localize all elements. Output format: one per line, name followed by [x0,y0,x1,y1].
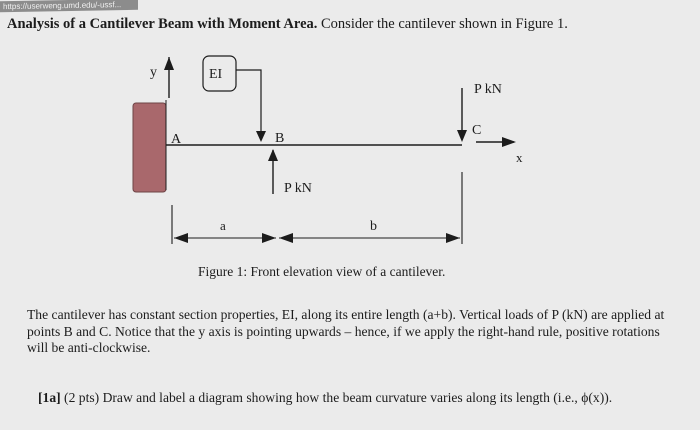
dim-a-arrow-left [174,233,188,243]
dim-b-arrow-left [279,233,293,243]
dim-a-arrow-right [262,233,276,243]
point-b-label: B [275,131,285,146]
y-axis-arrowhead [164,57,174,70]
ei-leader-arrowhead [256,131,266,142]
question-1a [38,389,688,406]
dim-b-arrow-right [446,233,460,243]
ei-leader-line [236,70,261,132]
load-c-label: P kN [474,82,502,97]
dim-a-label: a [220,218,226,233]
x-axis-arrowhead [502,137,516,147]
browser-url-fragment: https://userweng.umd.edu/-ussf... [0,0,138,12]
point-c-label: C [472,123,482,138]
fixed-support [133,103,166,192]
load-b-arrowhead [268,149,278,161]
figure-caption: Figure 1: Front elevation view of a cantilever. [198,264,446,279]
load-b-label: P kN [284,181,312,196]
x-axis-label: x [516,150,523,165]
question-number: [1a] [38,390,61,405]
point-a-label: A [171,132,182,147]
problem-description: The cantilever has constant section properties, EI, along its entire length (a+b). Vertical loads of P (kN) are applied at points B and C. Notice that the y axis is pointing upwards – hence, if we apply the right-hand rule, positive rotations will be anti-clockwise. [27,307,665,355]
y-axis-label: y [150,65,157,80]
ei-label: EI [209,67,223,82]
load-c-arrowhead [457,130,467,142]
dim-b-label: b [370,219,377,234]
question-text: (2 pts) Draw and label a diagram showing how the beam curvature varies along its length (i.e., ϕ(x)). [60,390,613,405]
heading-title: Analysis of a Cantilever Beam with Moment Area. [7,16,318,32]
heading-text: Consider the cantilever shown in Figure 1. [317,16,568,32]
